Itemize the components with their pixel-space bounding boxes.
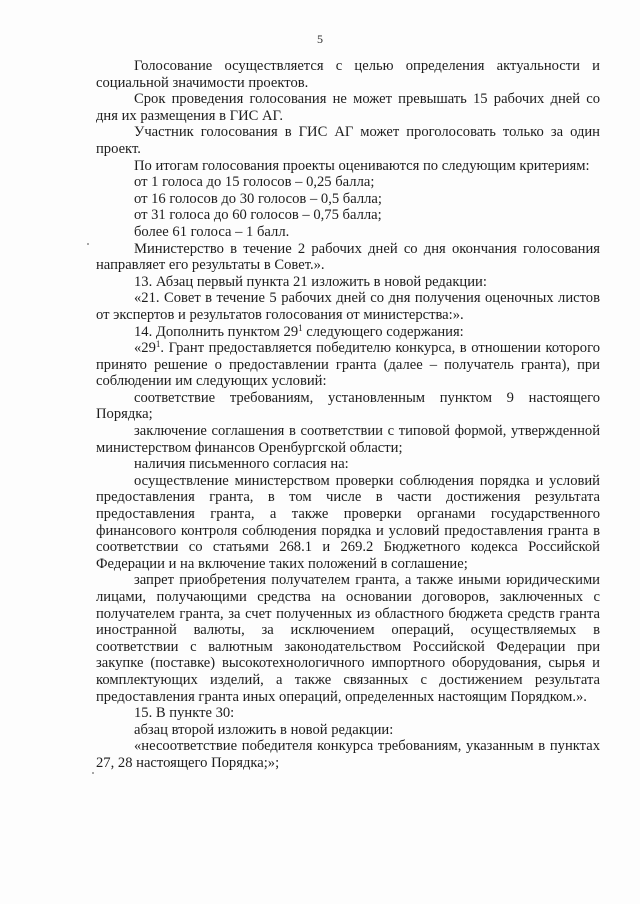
condition-item: заключение соглашения в соответствии с типовой формой, утвержденной министерством финансов Оренбургской области; xyxy=(96,423,600,456)
amendment-14 xyxy=(96,324,600,341)
amendment-14-prefix: 14. Дополнить пунктом 29 xyxy=(134,323,299,340)
clause-29-1-text: . Грант предоставляется победителю конкурса, в отношении которого принято решение о предоставлении гранта (далее – получатель гранта), при соблюдении им следующих условий: xyxy=(96,340,600,390)
scan-speck xyxy=(92,772,94,774)
criteria-item: от 1 голоса до 15 голосов – 0,25 балла; xyxy=(134,174,375,191)
paragraph: Голосование осуществляется с целью определения актуальности и социальной значимости проектов. xyxy=(96,58,600,91)
paragraph: Срок проведения голосования не может превышать 15 рабочих дней со дня их размещения в ГИС АГ. xyxy=(96,91,600,124)
paragraph: Министерство в течение 2 рабочих дней со дня окончания голосования направляет его результаты в Совет.». xyxy=(96,240,600,274)
criteria-item: от 16 голосов до 30 голосов – 0,5 балла; xyxy=(134,190,382,207)
condition-item: соответствие требованиям, установленным пунктом 9 настоящего Порядка; xyxy=(96,389,600,423)
criteria-item: более 61 голоса – 1 балл. xyxy=(134,223,290,240)
paragraph: абзац второй изложить в новой редакции: xyxy=(134,721,394,738)
condition-item: запрет приобретения получателем гранта, а также иными юридическими лицами, получающими средства на основании договоров, заключенных с получателем гранта, за счет полученных из областного бюджета средств гранта иностранной валюты, за исключением операций, осуществляемых в соответствии с валютным законодательством Российской Федерации при закупке (поставке) высокотехнологичного импортного оборудования, сырья и комплектующих изделий, а также связанных с достижением результата предоставления гранта иных операций, определенных настоящим Порядком.». xyxy=(96,572,600,705)
amendment-14-suffix: следующего содержания: xyxy=(302,323,464,340)
paragraph: Участник голосования в ГИС АГ может проголосовать только за один проект. xyxy=(96,124,600,157)
condition-item: осуществление министерством проверки соблюдения порядка и условий предоставления гранта, в том числе в части достижения результата предоставления гранта, а также проверки органами государственного финансового контроля соблюдения порядка и условий предоставления гранта в соответствии со статьями 268.1 и 269.2 Бюджетного кодекса Российской Федерации и на включение таких положений в соглашение; xyxy=(96,472,600,572)
paragraph: По итогам голосования проекты оцениваются по следующим критериям: xyxy=(134,157,590,174)
paragraph: «21. Совет в течение 5 рабочих дней со дня получения оценочных листов от экспертов и результатов голосования от министерства:». xyxy=(96,290,600,323)
paragraph: «несоответствие победителя конкурса требованиям, указанным в пунктах 27, 28 настоящего Порядка;»; xyxy=(96,738,600,771)
scan-speck xyxy=(87,243,89,245)
document-body xyxy=(96,58,600,772)
page-number: 5 xyxy=(317,32,323,46)
criteria-item: от 31 голоса до 60 голосов – 0,75 балла; xyxy=(134,207,382,224)
condition-item: наличия письменного согласия на: xyxy=(134,456,349,473)
clause-29-1-open: «29 xyxy=(134,340,156,357)
amendment-15: 15. В пункте 30: xyxy=(134,705,235,722)
superscript: 1 xyxy=(298,322,303,333)
paragraph xyxy=(96,340,600,390)
superscript: 1 xyxy=(155,339,161,350)
amendment-13: 13. Абзац первый пункта 21 изложить в новой редакции: xyxy=(134,273,487,290)
